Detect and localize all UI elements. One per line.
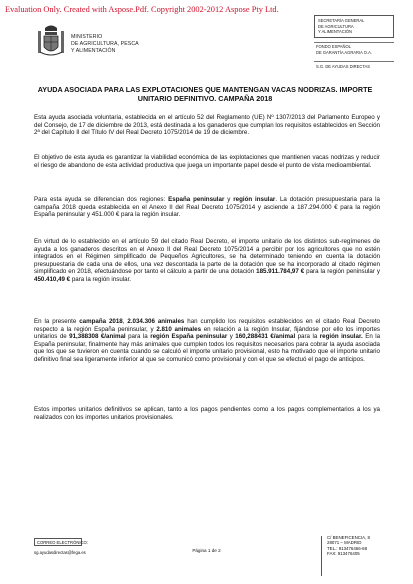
header-box-line: SECRETARÍA GENERAL	[318, 18, 365, 23]
paragraph-2: El objetivo de esta ayuda es garantizar la viabilidad económica de las explotaciones que mantienen vacas nodrizas y reducir el riesgo de abandono de esta actividad productiva que juega un importante papel desde el punto de vista medioambiental.	[34, 154, 380, 169]
bold-run: 2.810 animales	[156, 325, 202, 333]
text-run: para la región peninsular y	[304, 268, 380, 276]
paragraph-4	[34, 238, 380, 284]
fondo-line: FONDO ESPAÑOL	[316, 44, 351, 49]
paragraph-5	[34, 318, 380, 364]
text-run: para la	[125, 333, 151, 341]
bold-run: región España peninsular	[150, 333, 228, 341]
text-run: . La dotación presupuestaria para la campaña 2018 queda establecida en el Anexo II del Real Decreto 1075/2014 y asciende a 187.294.000 € para la región España peninsular y 451.000 € para la región insular.	[34, 196, 380, 219]
paragraph-1: Esta ayuda asociada voluntaria, establecida en el artículo 52 del Reglamento (UE) Nº 1307/2013 del Parlamento Europeo y del Consejo, de 17 de diciembre de 2013, está destinada a los ganaderos que cumplan los requisitos establecidos en Sección 2ª del Capítulo II del Título IV del Real Decreto 1075/2014 de 19 de diciembre.	[34, 114, 380, 137]
bold-run: 91,388308 €/animal	[69, 333, 126, 341]
header-divider	[314, 61, 394, 62]
fondo-line: DE GARANTÍA AGRARIA O.A.	[316, 49, 372, 55]
header-divider	[314, 42, 394, 43]
text-run: En la presente	[34, 318, 80, 325]
bold-run: 450.410,49 €	[34, 275, 71, 283]
header-box-line: Y ALIMENTACIÓN	[318, 29, 352, 35]
address-line: C/ BENEFICENCIA, 8	[327, 535, 370, 540]
address-line: 28071 – MADRID	[327, 540, 362, 546]
ministry-line: DE AGRICULTURA, PESCA	[71, 41, 139, 47]
text-run: Para esta ayuda se diferencian dos regiones:	[34, 196, 169, 203]
paragraph-6: Estos importes unitarios definitivos se aplican, tanto a los pagos pendientes como a los pagos complementarios a los ya realizados con los importes unitarios provisionales.	[34, 406, 380, 421]
footer-divider	[321, 536, 322, 576]
email-label-box: CORREO ELECTRÓNICO:	[34, 538, 82, 546]
document-title: AYUDA ASOCIADA PARA LAS EXPLOTACIONES QUE MANTENGAN VACAS NODRIZAS. IMPORTE UNITARIO DEFINITIVO. CAMPAÑA 2018	[37, 85, 373, 103]
evaluation-watermark: Evaluation Only. Created with Aspose.Pdf. Copyright 2002-2012 Aspose Pty Ltd.	[5, 5, 279, 14]
bold-run: campaña 2018	[79, 318, 123, 325]
bold-run: España peninsular	[168, 196, 225, 203]
fondo-label	[316, 44, 372, 55]
bold-run: 185.911.784,97 €	[256, 268, 305, 276]
header-box-line: DE AGRICULTURA	[318, 23, 354, 29]
text-run: y	[224, 196, 234, 203]
email-address-link[interactable]: sg.ayudasdirectas@fega.es	[34, 550, 86, 555]
text-run: en relación a la región Insular, fijándose por ello los importes unitarios de	[34, 325, 380, 341]
ministry-line: MINISTERIO	[71, 34, 103, 40]
coat-of-arms-logo	[36, 22, 66, 60]
text-run: para la	[295, 333, 320, 341]
text-run: ,	[122, 318, 128, 325]
postal-address	[327, 535, 370, 557]
text-run: En la España peninsular, finalmente hay más animales que cumplen todos los requisitos necesarios para cobrar la ayuda asociada que los que se tuvieron en cuenta cuando se calculó el importe unitario provisional, esto ha motivado que el importe unitario definitivo final sea ligeramente inferior al que se comunicó como provisional y con el que se efectuó el pago de anticipos.	[34, 333, 381, 363]
text-run: han cumplido los requisitos establecidos en el citado Real Decreto respecto a la región España peninsular, y	[34, 318, 380, 333]
page-number: Página 1 de 2	[192, 548, 221, 553]
sg-ayudas-label: S.G. DE AYUDAS DIRECTAS	[316, 64, 370, 69]
ministry-line: Y ALIMENTACIÓN	[71, 48, 116, 54]
text-run: En virtud de lo establecido en el artículo 59 del citado Real Decreto, el importe unitario de los distintos sub-regímenes de ayuda a los ganaderos descritos en el Anexo II del Real Decreto 1075/2014 a percibir por los agricultores que no estén integrados en el Régimen simplificado de Pequeños Agricultores, se ha determinado teniendo en cuenta la dotación presupuestaria de cada una de ellos, una vez descontada la parte de la dotación que se ha incorporado al citado régimen simplificado en 2018, efectuándose por tanto el cálculo a partir de una dotación	[34, 238, 380, 276]
bold-run: 2.034.306 animales	[127, 318, 185, 325]
paragraph-3	[34, 196, 380, 219]
text-run: para la región insular.	[70, 275, 132, 283]
ministry-name	[71, 34, 139, 55]
bold-run: región insular	[233, 196, 276, 203]
bold-run: 160,288431 €/animal	[235, 333, 296, 341]
bold-run: región insular.	[319, 333, 363, 341]
secretaria-header-box	[314, 15, 394, 38]
address-line: TEL.: 913476466-68	[327, 545, 368, 551]
text-run: y	[227, 333, 236, 341]
address-line: FAX: 913476405	[327, 551, 360, 557]
